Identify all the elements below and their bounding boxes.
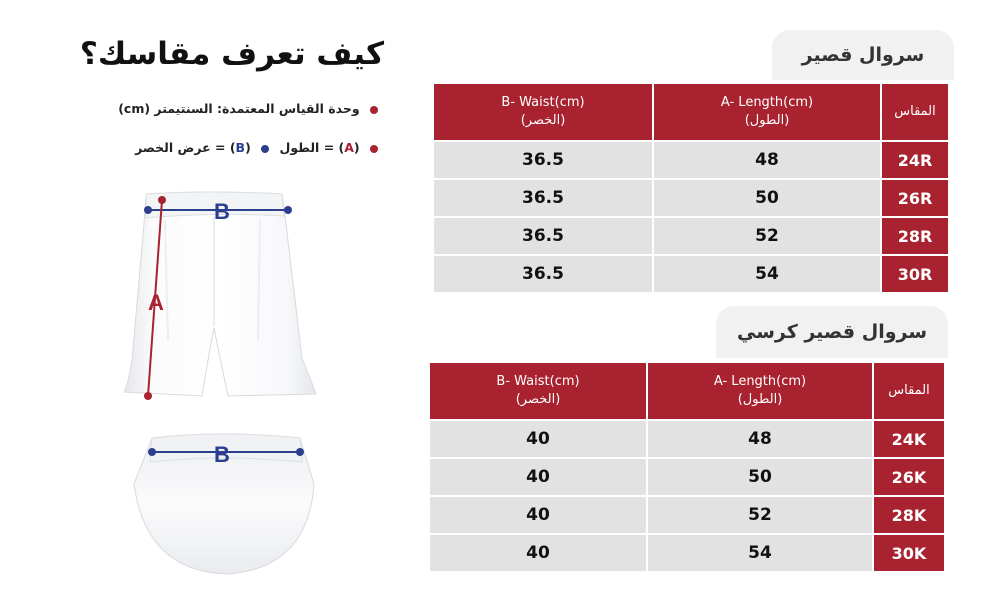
length-cell: 54 [654,256,880,292]
length-cell: 48 [654,142,880,178]
size-cell: 30R [882,256,948,292]
table-row [434,256,948,292]
length-cell: 52 [654,218,880,254]
waist-cell: 36.5 [434,142,652,178]
waist-cell: 40 [430,497,646,533]
blue-dot-icon [261,145,269,153]
size-cell: 30K [874,535,944,571]
legend-b: (B) = عرض الخصر [135,140,251,155]
table-row [430,497,944,533]
length-cell: 54 [648,535,872,571]
label-b-bottom: B [214,442,230,467]
waist-cell: 36.5 [434,256,652,292]
header-length: A- Length(cm) (الطول) [654,84,880,140]
table-row [434,142,948,178]
waist-cell: 40 [430,421,646,457]
table-row [430,459,944,495]
waist-cell: 40 [430,535,646,571]
unit-note [70,101,384,116]
header-length: A- Length(cm) (الطول) [648,363,872,419]
table-header-row [434,84,948,140]
size-cell: 24R [882,142,948,178]
header-size: المقاس [882,84,948,140]
shorts-diagram [110,180,350,600]
table-row [430,535,944,571]
table-header-row [430,363,944,419]
label-a: A [148,290,164,315]
bullet-dot-icon [370,106,378,114]
red-dot-icon [370,145,378,153]
table2-tag: سروال قصير كرسي [716,306,948,358]
label-b-top: B [214,199,230,224]
size-table-regular [432,82,950,294]
legend-a: (A) = الطول [279,140,360,155]
length-cell: 52 [648,497,872,533]
size-cell: 26R [882,180,948,216]
size-cell: 28K [874,497,944,533]
table-row [434,180,948,216]
length-cell: 48 [648,421,872,457]
unit-text: وحدة القياس المعتمدة: السنتيمتر (cm) [118,101,360,116]
waist-cell: 36.5 [434,218,652,254]
measurement-legend [90,140,384,155]
header-waist: B- Waist(cm) (الخصر) [430,363,646,419]
table-row [430,421,944,457]
size-cell: 28R [882,218,948,254]
size-table-chair [428,361,946,573]
size-cell: 26K [874,459,944,495]
header-size: المقاس [874,363,944,419]
length-cell: 50 [654,180,880,216]
size-cell: 24K [874,421,944,457]
header-waist: B- Waist(cm) (الخصر) [434,84,652,140]
waist-cell: 36.5 [434,180,652,216]
length-cell: 50 [648,459,872,495]
page-title: كيف تعرف مقاسك؟ [79,36,384,72]
table1-tag: سروال قصير [772,30,954,80]
table-row [434,218,948,254]
waist-cell: 40 [430,459,646,495]
